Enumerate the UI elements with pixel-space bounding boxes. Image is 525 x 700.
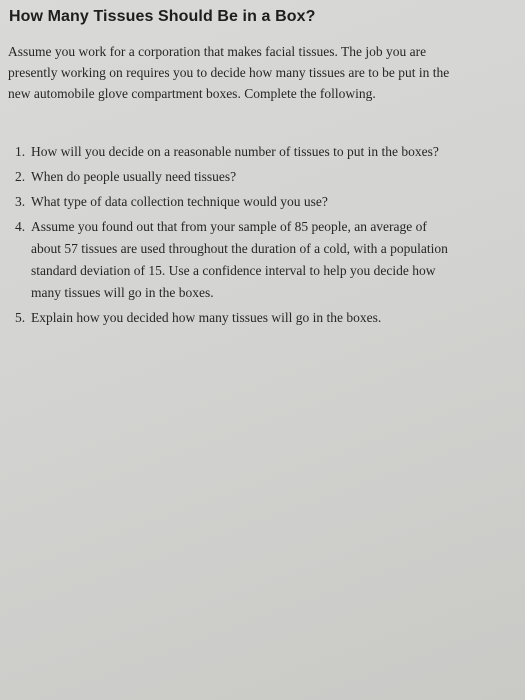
question-number: 5. (15, 310, 26, 325)
list-item (15, 216, 460, 304)
list-item (15, 166, 460, 188)
question-number: 4. (15, 219, 26, 234)
question-number: 2. (15, 169, 26, 184)
question-text: What type of data collection technique would you use? (31, 194, 328, 209)
question-text: How will you decide on a reasonable number of tissues to put in the boxes? (31, 144, 439, 159)
question-text: Assume you found out that from your sample of 85 people, an average of about 57 tissues are used throughout the duration of a cold, with a population standard deviation of 15. Use a confidence interval to help you decide how many tissues will go in the boxes. (31, 219, 448, 300)
intro-paragraph: Assume you work for a corporation that makes facial tissues. The job you are presently working on requires you to decide how many tissues are to be put in the new automobile glove compartment boxes. Complete the following. (8, 44, 450, 101)
list-item (15, 141, 460, 163)
list-item (15, 191, 460, 213)
question-text: Explain how you decided how many tissues will go in the boxes. (31, 310, 382, 325)
question-text: When do people usually need tissues? (31, 169, 237, 184)
document-title: How Many Tissues Should Be in a Box? (9, 8, 316, 25)
question-number: 3. (15, 194, 26, 209)
question-list (15, 141, 460, 332)
question-number: 1. (15, 144, 26, 159)
list-item (15, 307, 460, 329)
